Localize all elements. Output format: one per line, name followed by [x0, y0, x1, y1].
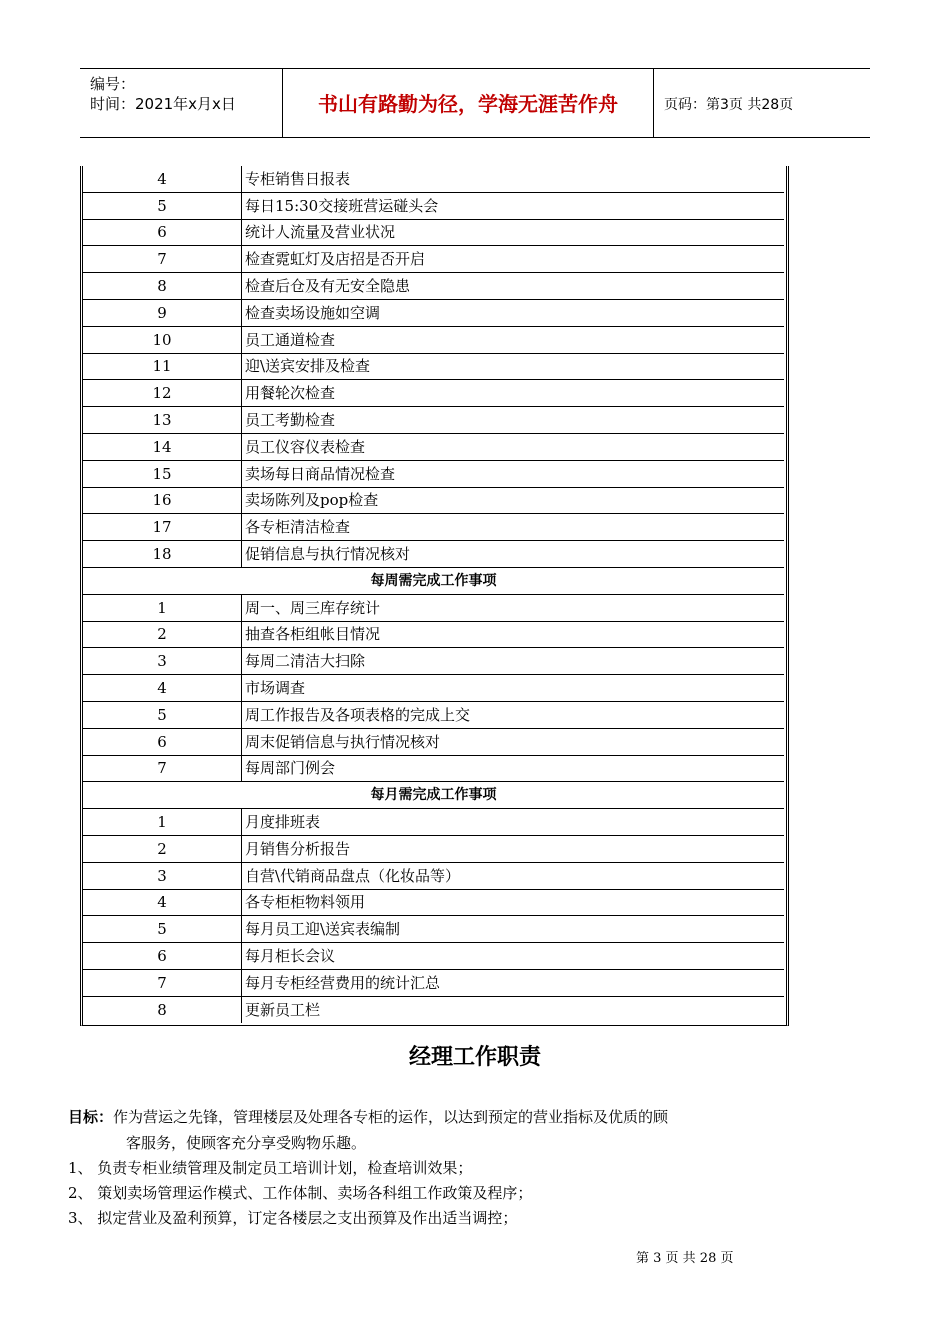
header-page-number: 页码：第3页 共28页: [664, 97, 794, 113]
page-footer: 第 3 页 共 28 页: [636, 1251, 734, 1266]
task-table: [80, 166, 787, 1027]
section-title: 经理工作职责: [408, 1045, 541, 1070]
table-row: [83, 675, 784, 702]
row-task: 每月专柜经营费用的统计汇总: [242, 969, 785, 996]
row-task: 专柜销售日报表: [245, 169, 351, 188]
row-number: 7: [83, 969, 242, 996]
row-number: 4: [83, 675, 242, 702]
table-row: [83, 299, 784, 326]
page-header: [80, 68, 870, 138]
row-task: 周一、周三库存统计: [242, 594, 785, 621]
row-task: 每月柜长会议: [242, 943, 785, 970]
table-row: [83, 755, 784, 782]
row-task: 检查卖场设施如空调: [242, 299, 785, 326]
row-task: 卖场每日商品情况检查: [242, 460, 785, 487]
row-task: 促销信息与执行情况核对: [242, 541, 785, 568]
row-number: 6: [83, 728, 242, 755]
row-number: 2: [83, 835, 242, 862]
row-number: 3: [83, 648, 242, 675]
row-task: 周工作报告及各项表格的完成上交: [242, 701, 785, 728]
row-number: 5: [83, 701, 242, 728]
table-row: [83, 594, 784, 621]
table-row: [83, 889, 784, 916]
table-row: [83, 621, 784, 648]
table-row: [83, 701, 784, 728]
row-number: 5: [83, 192, 242, 219]
duty-item: 1、 负责专柜业绩管理及制定员工培训计划，检查培训效果；: [68, 1159, 473, 1177]
row-number: 17: [83, 514, 242, 541]
row-task: 统计人流量及营业状况: [242, 219, 785, 246]
row-task: 每周部门例会: [242, 755, 785, 782]
monthly-section-heading: [83, 782, 784, 809]
table-row: [83, 219, 784, 246]
row-number: 4: [83, 166, 242, 192]
row-task: 迎\送宾安排及检查: [242, 353, 785, 380]
row-number: 16: [83, 487, 242, 514]
row-task: 员工考勤检查: [242, 407, 785, 434]
row-task: 检查后仓及有无安全隐患: [242, 273, 785, 300]
goal-label: 目标：: [68, 1108, 114, 1126]
table-row: [83, 648, 784, 675]
table-row: [83, 353, 784, 380]
row-number: 5: [83, 916, 242, 943]
table-row: [83, 326, 784, 353]
table-row: [83, 433, 784, 460]
row-task: 月度排班表: [242, 809, 785, 836]
row-task: 员工仪容仪表检查: [242, 433, 785, 460]
date-text: 时间：2021年x月x日: [90, 95, 236, 113]
row-task: 员工通道检查: [242, 326, 785, 353]
row-number: 15: [83, 460, 242, 487]
row-number: 13: [83, 407, 242, 434]
table-row: [83, 996, 784, 1022]
row-task: 抽查各柜组帐目情况: [242, 621, 785, 648]
duty-item: 2、 策划卖场管理运作模式、工作体制、卖场各科组工作政策及程序；: [68, 1184, 533, 1202]
row-task: 用餐轮次检查: [242, 380, 785, 407]
weekly-section-heading: [83, 567, 784, 594]
table-row: [83, 460, 784, 487]
duty-item: 3、 拟定营业及盈利预算，订定各楼层之支出预算及作出适当调控；: [68, 1209, 518, 1227]
motto: 书山有路勤为径，学海无涯苦作舟: [283, 69, 654, 137]
row-number: 7: [83, 246, 242, 273]
row-task: 市场调查: [242, 675, 785, 702]
table-row: [83, 166, 784, 192]
table-row: [83, 380, 784, 407]
table-row: [83, 862, 784, 889]
row-number: 9: [83, 299, 242, 326]
task-table-body: [83, 166, 784, 1023]
goal-line-1: [68, 1106, 668, 1127]
header-info-cell: [80, 69, 283, 137]
row-task: 更新员工栏: [242, 996, 785, 1022]
table-row: [83, 835, 784, 862]
row-number: 18: [83, 541, 242, 568]
goal-text-1: 作为营运之先锋，管理楼层及处理各专柜的运作，以达到预定的营业指标及优质的顾: [113, 1108, 669, 1126]
table-row: [83, 916, 784, 943]
monthly-section-heading-label: 每月需完成工作事项: [83, 782, 784, 809]
row-task: 自营\代销商品盘点（化妆品等）: [242, 862, 785, 889]
row-task: 月销售分析报告: [242, 835, 785, 862]
row-number: 3: [83, 862, 242, 889]
table-row: [83, 273, 784, 300]
row-task: 卖场陈列及pop检查: [242, 487, 785, 514]
weekly-section-heading-label: 每周需完成工作事项: [83, 567, 784, 594]
row-task: 周末促销信息与执行情况核对: [242, 728, 785, 755]
table-row: [83, 728, 784, 755]
row-number: 8: [83, 273, 242, 300]
row-task: 检查霓虹灯及店招是否开启: [242, 246, 785, 273]
row-number: 2: [83, 621, 242, 648]
table-row: [83, 487, 784, 514]
row-number: 14: [83, 433, 242, 460]
row-number: 6: [83, 219, 242, 246]
table-row: [83, 969, 784, 996]
table-row: [83, 943, 784, 970]
row-task: 每月员工迎\送宾表编制: [242, 916, 785, 943]
row-number: 12: [83, 380, 242, 407]
row-number: 8: [83, 996, 242, 1022]
row-task: 每周二清洁大扫除: [242, 648, 785, 675]
row-number: 6: [83, 943, 242, 970]
row-number: 4: [83, 889, 242, 916]
row-task: 各专柜柜物料领用: [242, 889, 785, 916]
table-row: [83, 246, 784, 273]
goal-line-2: 客服务，使顾客充分享受购物乐趣。: [126, 1134, 367, 1152]
table-row: [83, 407, 784, 434]
table-row: [83, 192, 784, 219]
table-row: [83, 809, 784, 836]
row-number: 1: [83, 594, 242, 621]
code-label: 编号：: [90, 75, 136, 93]
row-task: 每日15:30交接班营运碰头会: [242, 192, 785, 219]
table-row: [83, 541, 784, 568]
row-number: 7: [83, 755, 242, 782]
row-task: 各专柜清洁检查: [242, 514, 785, 541]
row-number: 1: [83, 809, 242, 836]
table-row: [83, 514, 784, 541]
row-number: 10: [83, 326, 242, 353]
row-number: 11: [83, 353, 242, 380]
